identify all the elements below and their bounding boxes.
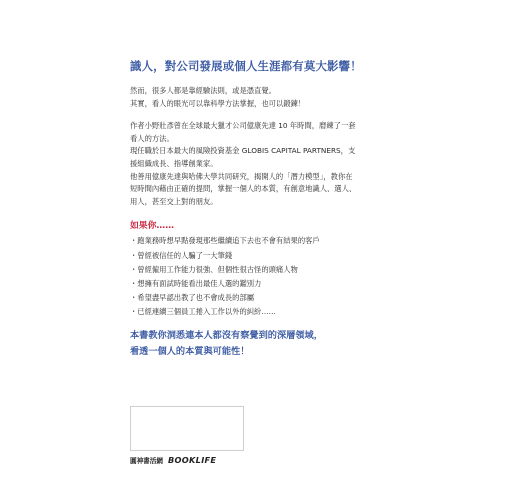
closing-line: 本書教你洞悉連本人都沒有察覺到的深層領域， xyxy=(130,329,323,341)
author-line: 現任職於日本最大的風險投資基金 GLOBIS CAPITAL PARTNERS，支 xyxy=(130,146,356,156)
list-item: ・希望盡早認出教了也不會成長的部屬 xyxy=(130,293,255,303)
closing-line: 看透一個人的本質與可能性！ xyxy=(130,346,250,358)
image-placeholder-frame xyxy=(130,406,244,451)
list-item: ・曾經被信任的人騙了一大筆錢 xyxy=(130,250,233,260)
closing-statement xyxy=(130,328,392,361)
author-line: 短時間內藉由正確的提問，掌握一個人的本質，有創意地識人、選人、 xyxy=(130,184,357,194)
brand-name: 圓神書活網 xyxy=(130,457,163,465)
situation-list xyxy=(130,234,392,319)
book-description xyxy=(130,58,392,361)
spacer xyxy=(130,110,392,120)
author-line: 援組織成長、指導創業家。 xyxy=(130,158,218,168)
author-line: 他善用億康先達與哈佛大學共同研究，揭開人的「潛力模型」，教你在 xyxy=(130,171,353,181)
headline: 識人，對公司發展或個人生涯都有莫大影響！ xyxy=(130,59,362,73)
if-you-heading: 如果你…… xyxy=(130,221,174,232)
list-item: ・想擁有面試時能看出最佳人選的鑑別力 xyxy=(130,278,262,288)
list-item: ・跑業務時想早點發現那些繼續追下去也不會有結果的客戶 xyxy=(130,236,320,246)
author-line: 看人的方法。 xyxy=(130,133,174,143)
intro-line: 然而，很多人都是靠經驗法則，或是憑直覺。 xyxy=(130,86,276,95)
footer-brand[interactable] xyxy=(130,455,216,465)
spacer xyxy=(130,208,392,218)
intro-line: 其實，看人的眼光可以靠科學方法掌握，也可以鍛鍊！ xyxy=(130,98,306,108)
list-item: ・曾經僱用工作能力很強、但個性很古怪的頭痛人物 xyxy=(130,264,298,274)
list-item: ・已經連續三個員工捲入工作以外的糾紛…… xyxy=(130,307,276,317)
booklife-logo: BOOKLIFE xyxy=(167,455,217,465)
author-line: 用人，甚至交上對的朋友。 xyxy=(130,196,218,206)
author-line: 作者小野壯彥曾在全球最大獵才公司億康先達 10 年時間，磨練了一套 xyxy=(130,121,356,131)
